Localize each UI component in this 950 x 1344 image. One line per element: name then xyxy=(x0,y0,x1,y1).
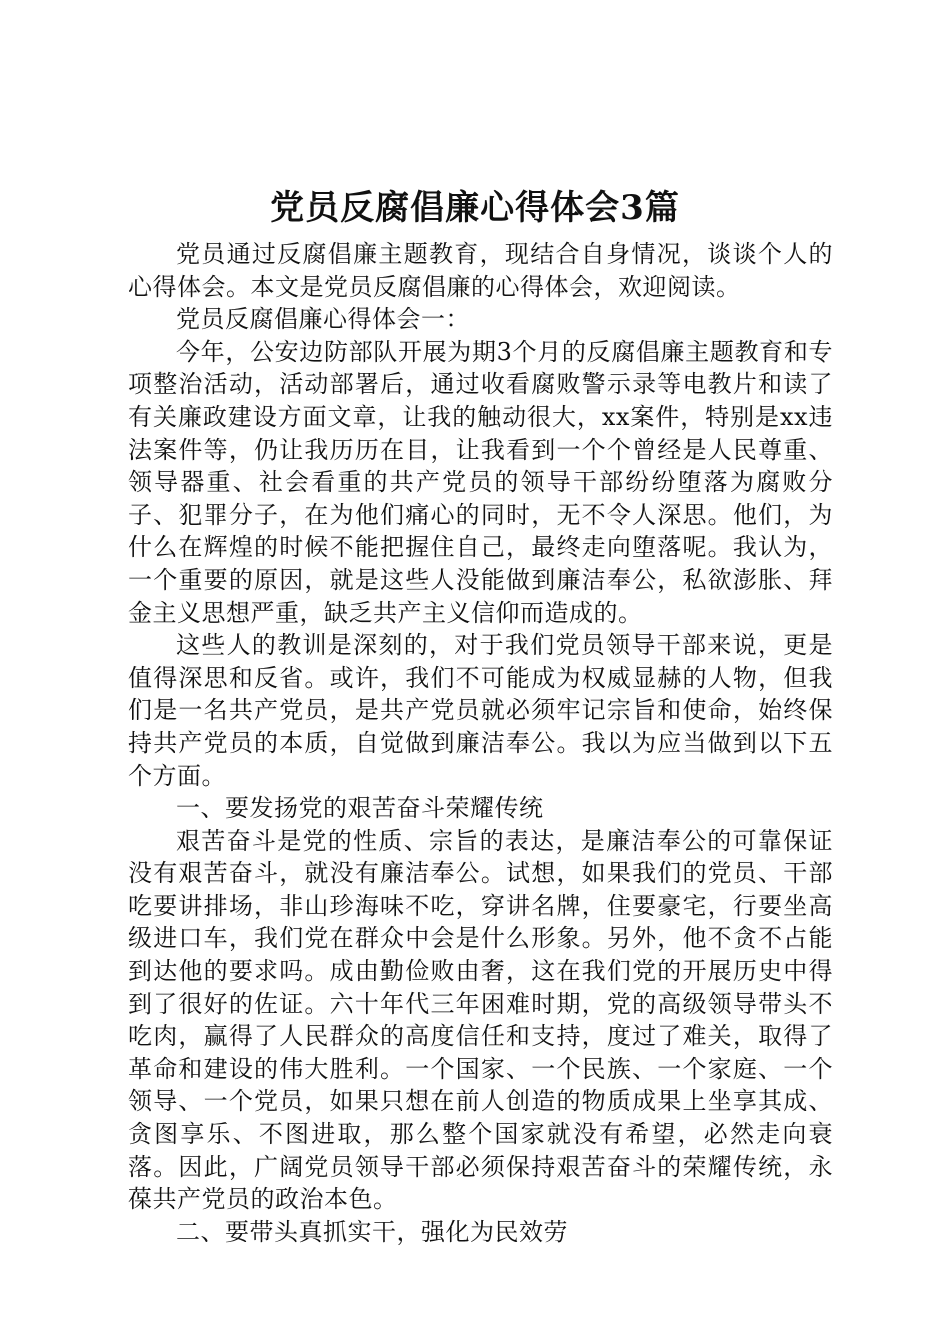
paragraph-body-1: 今年，公安边防部队开展为期3个月的反腐倡廉主题教育和专项整治活动，活动部署后，通过收看腐败警示录等电教片和读了有关廉政建设方面文章，让我的触动很大，xx案件，特别是xx违法案件等，仍让我历历在目，让我看到一个个曾经是人民尊重、领导器重、社会看重的共产党员的领导干部纷纷堕落为腐败分子、犯罪分子，在为他们痛心的同时，无不令人深思。他们，为什么在辉煌的时候不能把握住自己，最终走向堕落呢。我认为，一个重要的原因，就是这些人没能做到廉洁奉公，私欲澎胀、拜金主义思想严重，缺乏共产主义信仰而造成的。 xyxy=(128,337,833,627)
paragraph-point-2-heading: 二、要带头真抓实干，强化为民效劳 xyxy=(176,1217,568,1246)
paragraph-section-heading: 党员反腐倡廉心得体会一： xyxy=(176,305,470,334)
paragraph-body-2: 这些人的教训是深刻的，对于我们党员领导干部来说，更是值得深思和反省。或许，我们不可能成为权威显赫的人物，但我们是一名共产党员，是共产党员就必须牢记宗旨和使命，始终保持共产党员的本质，自觉做到廉洁奉公。我以为应当做到以下五个方面。 xyxy=(128,631,833,790)
document-title: 党员反腐倡廉心得体会3篇 xyxy=(270,188,680,228)
paragraph-point-1-heading: 一、要发扬党的艰苦奋斗荣耀传统 xyxy=(176,794,544,823)
paragraph-point-1-body: 艰苦奋斗是党的性质、宗旨的表达，是廉洁奉公的可靠保证没有艰苦奋斗，就没有廉洁奉公。试想，如果我们的党员、干部吃要讲排场，非山珍海味不吃，穿讲名牌，住要豪宅，行要坐高级进口车，我们党在群众中会是什么形象。另外，他不贪不占能到达他的要求吗。成由勤俭败由奢，这在我们党的开展历史中得到了很好的佐证。六十年代三年困难时期，党的高级领导带头不吃肉，赢得了人民群众的高度信任和支持，度过了难关，取得了革命和建设的伟大胜利。一个国家、一个民族、一个家庭、一个领导、一个党员，如果只想在前人创造的物质成果上坐享其成、贪图享乐、不图进取，那么整个国家就没有希望，必然走向衰落。因此，广阔党员领导干部必须保持艰苦奋斗的荣耀传统，永葆共产党员的政治本色。 xyxy=(128,826,833,1214)
paragraph-intro: 党员通过反腐倡廉主题教育，现结合自身情况，谈谈个人的心得体会。本文是党员反腐倡廉的心得体会，欢迎阅读。 xyxy=(128,240,833,301)
document-body xyxy=(128,238,833,1248)
